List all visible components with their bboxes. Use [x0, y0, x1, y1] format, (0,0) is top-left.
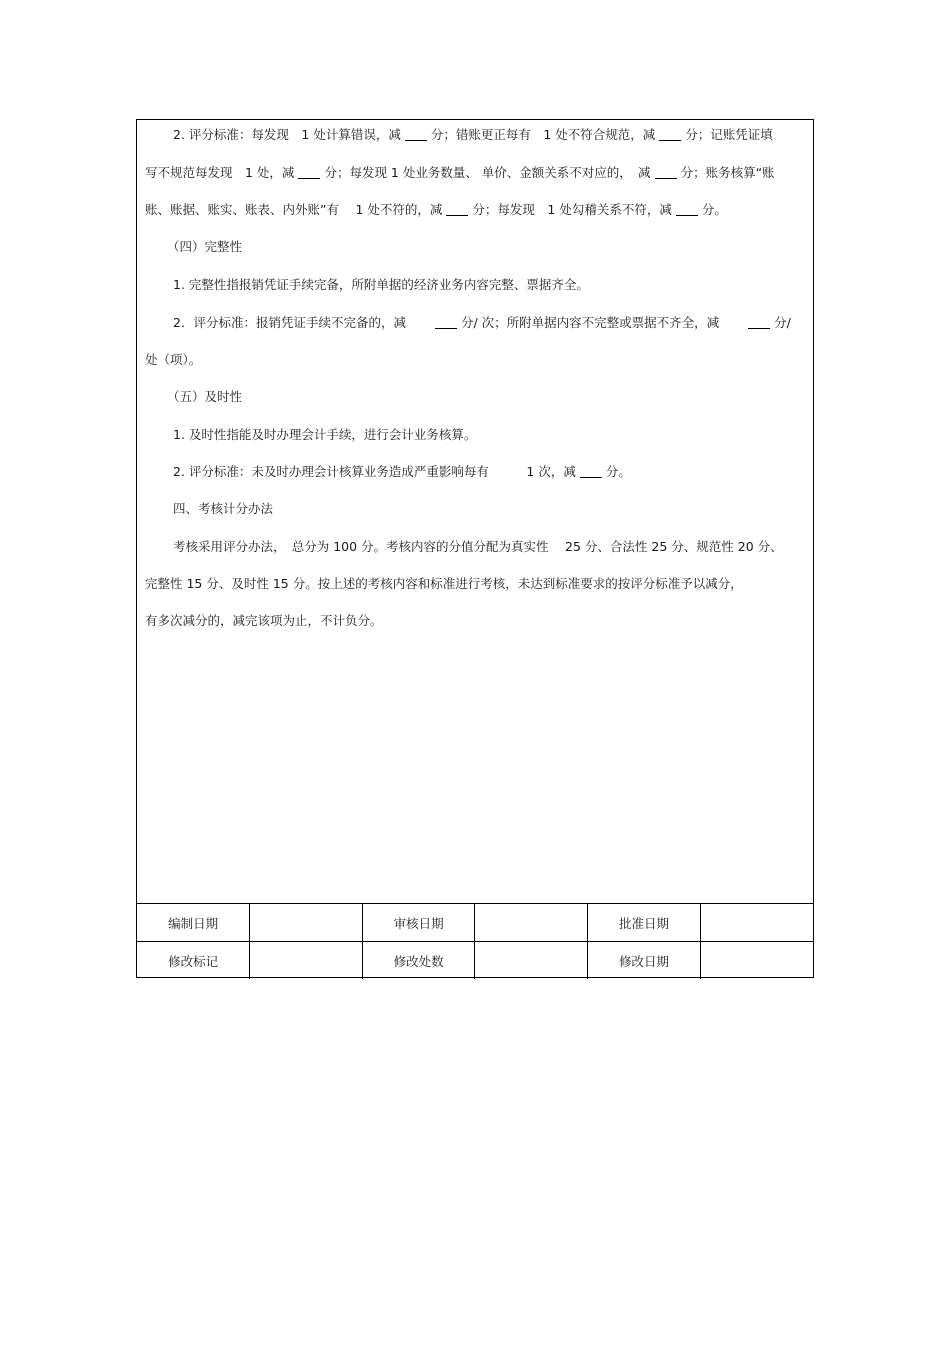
- blank-field: [659, 128, 681, 141]
- revision-table: [137, 903, 813, 979]
- completeness-standard-line-1: 2．评分标准：报销凭证手续不完备的，减 分/ 次；所附单据内容不完整或票据不齐全，减 分/: [173, 315, 791, 330]
- blank-field: [580, 465, 602, 478]
- section-heading-timeliness: （五）及时性: [167, 389, 243, 404]
- value-revision-mark: [250, 942, 363, 980]
- label-revision-count: 修改处数: [362, 942, 475, 980]
- label-approval-date: 批准日期: [588, 904, 701, 942]
- timeliness-standard: 2. 评分标准：未及时办理会计核算业务造成严重影响每有 1 次，减 分。: [173, 464, 631, 479]
- blank-field: [435, 316, 457, 329]
- blank-field: [748, 316, 770, 329]
- label-review-date: 审核日期: [362, 904, 475, 942]
- section-heading-scoring-method: 四、考核计分办法: [173, 501, 274, 516]
- blank-field: [405, 128, 427, 141]
- timeliness-definition: 1. 及时性指能及时办理会计手续，进行会计业务核算。: [173, 427, 477, 442]
- value-revision-count: [475, 942, 588, 980]
- scoring-method-line-1: 考核采用评分办法， 总分为 100 分。考核内容的分值分配为真实性 25 分、合法性 25 分、规范性 20 分、: [173, 539, 783, 554]
- section-heading-completeness: （四）完整性: [167, 239, 243, 254]
- blank-field: [446, 203, 468, 216]
- completeness-standard-line-2: 处（项）。: [145, 352, 202, 367]
- label-revision-mark: 修改标记: [137, 942, 250, 980]
- value-review-date: [475, 904, 588, 942]
- table-row: [137, 904, 813, 942]
- document-frame: [136, 119, 814, 978]
- document-body: [137, 120, 813, 903]
- completeness-definition: 1. 完整性指报销凭证手续完备，所附单据的经济业务内容完整、票据齐全。: [173, 277, 589, 292]
- blank-field: [655, 166, 677, 179]
- blank-field: [676, 203, 698, 216]
- blank-field: [298, 166, 320, 179]
- value-compile-date: [250, 904, 363, 942]
- scoring-method-line-2: 完整性 15 分、及时性 15 分。按上述的考核内容和标准进行考核，未达到标准要求的按评分标准予以减分，: [145, 576, 743, 591]
- label-compile-date: 编制日期: [137, 904, 250, 942]
- scoring-standard-line-1: 2. 评分标准：每发现 1 处计算错误，减 分；错账更正每有 1 处不符合规范，减 分；记账凭证填: [173, 127, 773, 142]
- scoring-standard-line-2: 写不规范每发现 1 处，减 分；每发现 1 处业务数量、 单价、金额关系不对应的， 减 分；账务核算“账: [145, 165, 775, 180]
- value-revision-date: [700, 942, 813, 980]
- label-revision-date: 修改日期: [588, 942, 701, 980]
- scoring-method-line-3: 有多次减分的，减完该项为止，不计负分。: [145, 613, 383, 628]
- scoring-standard-line-3: 账、账据、账实、账表、内外账”有 1 处不符的，减 分；每发现 1 处勾稽关系不符，减 分。: [145, 202, 727, 217]
- value-approval-date: [700, 904, 813, 942]
- table-row: [137, 942, 813, 980]
